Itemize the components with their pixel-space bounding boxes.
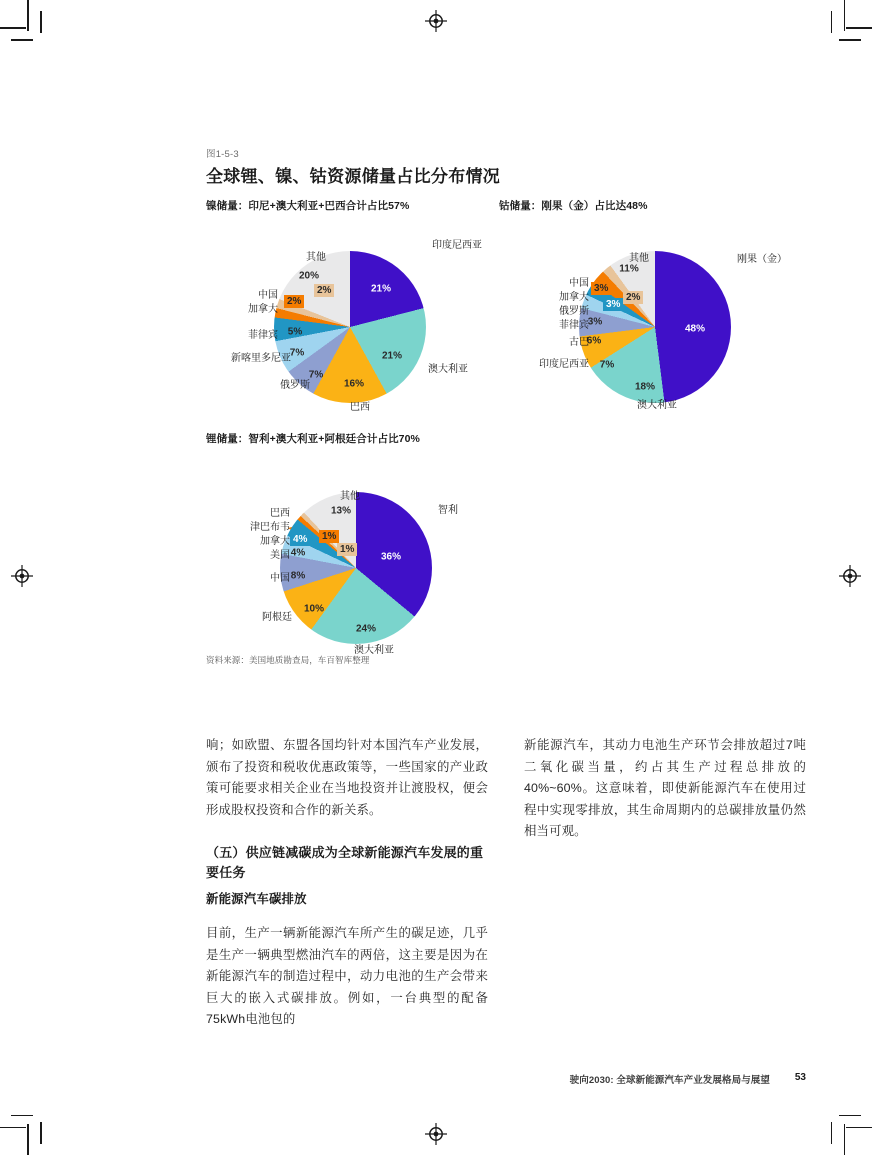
- left-paragraph-2: 目前，生产一辆新能源汽车所产生的碳足迹，几乎是生产一辆典型燃油汽车的两倍，这主要是因为在新能源汽车的制造过程中，动力电池的生产会带来巨大的嵌入式碳排放。例如，一台典型的配备75kWh电池包的: [206, 926, 488, 1026]
- chart-cobalt-canvas: [499, 219, 799, 409]
- cobalt-label-russia: 俄罗斯: [559, 306, 589, 317]
- cobalt-label-congo: 刚果（金）: [737, 254, 787, 265]
- section-subheading: 新能源汽车碳排放: [206, 892, 307, 906]
- chart-lithium-title: 锂储量：智利+澳大利亚+阿根廷合计占比70%: [206, 433, 420, 445]
- nickel-label-philippines: 菲律宾: [248, 330, 278, 341]
- section-heading: （五）供应链减碳成为全球新能源汽车发展的重要任务: [206, 845, 484, 880]
- nickel-label-china: 中国: [258, 290, 278, 301]
- lithium-label-brazil: 巴西: [270, 508, 290, 519]
- crop-mark-tl-v: [27, 0, 29, 31]
- cobalt-value-canada: 3%: [591, 282, 611, 295]
- left-paragraph-1: 响；如欧盟、东盟各国均针对本国汽车产业发展，颁布了投资和税收优惠政策等，一些国家的产业政策可能要求相关企业在当地投资并让渡股权，便会形成股权投资和合作的新关系。: [206, 738, 488, 817]
- registration-mark-left: [11, 565, 33, 587]
- cobalt-value-congo: 48%: [684, 323, 706, 335]
- crop-mark-br-h: [846, 1127, 872, 1129]
- lithium-value-china: 8%: [290, 570, 306, 582]
- lithium-value-zimbabwe: 1%: [319, 530, 339, 543]
- page-footer: [206, 1072, 806, 1088]
- crop-mark-tr-h2: [839, 39, 861, 41]
- nickel-value-philippines: 5%: [287, 326, 303, 338]
- lithium-value-australia: 24%: [355, 623, 377, 635]
- lithium-label-china: 中国: [270, 573, 290, 584]
- lithium-label-zimbabwe: 津巴布韦: [250, 522, 290, 533]
- lithium-pie: [280, 492, 432, 644]
- nickel-value-brazil: 16%: [343, 378, 365, 390]
- nickel-value-indonesia: 21%: [370, 283, 392, 295]
- lithium-label-argentina: 阿根廷: [262, 612, 292, 623]
- crop-mark-bl-h2: [11, 1115, 33, 1117]
- nickel-label-russia: 俄罗斯: [280, 380, 310, 391]
- crop-mark-br-v2: [831, 1122, 833, 1144]
- lithium-label-others: 其他: [340, 491, 360, 502]
- cobalt-label-china: 中国: [569, 278, 589, 289]
- page-number: 53: [794, 1072, 806, 1083]
- crop-mark-bl-v: [27, 1124, 29, 1155]
- cobalt-value-australia: 18%: [634, 381, 656, 393]
- registration-mark-bottom: [425, 1123, 447, 1145]
- lithium-value-argentina: 10%: [303, 603, 325, 615]
- crop-mark-tr-v2: [831, 11, 833, 33]
- nickel-label-others: 其他: [306, 252, 326, 263]
- footer-title: 驶向2030: 全球新能源汽车产业发展格局与展望: [569, 1075, 770, 1086]
- nickel-value-others: 20%: [298, 270, 320, 282]
- chart-nickel-title: 镍储量：印尼+澳大利亚+巴西合计占比57%: [206, 200, 410, 212]
- cobalt-value-china: 2%: [623, 291, 643, 304]
- figure-number: 图1-5-3: [206, 149, 239, 160]
- nickel-value-canada: 2%: [284, 295, 304, 308]
- crop-mark-tl-h2: [11, 39, 33, 41]
- cobalt-label-australia: 澳大利亚: [637, 400, 677, 411]
- nickel-label-brazil: 巴西: [350, 402, 370, 413]
- chart-nickel-canvas: [206, 219, 496, 413]
- crop-mark-tr-v: [844, 0, 846, 31]
- cobalt-label-philippines: 菲律宾: [559, 320, 589, 331]
- nickel-label-indonesia: 印度尼西亚: [432, 240, 482, 251]
- nickel-value-russia: 7%: [308, 369, 324, 381]
- chart-lithium-canvas: [206, 454, 506, 656]
- crop-mark-br-v: [844, 1124, 846, 1155]
- cobalt-value-philippines: 3%: [587, 316, 603, 328]
- crop-mark-tr-h: [846, 27, 872, 29]
- lithium-value-canada: 4%: [290, 533, 310, 546]
- cobalt-value-cuba: 6%: [586, 335, 602, 347]
- nickel-label-canada: 加拿大: [248, 304, 278, 315]
- crop-mark-bl-h: [0, 1127, 26, 1129]
- cobalt-label-others: 其他: [629, 253, 649, 264]
- charts-row-top: [206, 198, 806, 413]
- lithium-value-usa: 4%: [290, 547, 306, 559]
- column-left: [206, 735, 488, 1031]
- cobalt-value-russia: 3%: [603, 298, 623, 311]
- nickel-value-china: 2%: [314, 284, 334, 297]
- chart-nickel: [206, 198, 496, 413]
- crop-mark-tl-h: [0, 27, 26, 29]
- registration-mark-right: [839, 565, 861, 587]
- registration-mark-top: [425, 10, 447, 32]
- figure-block: [206, 148, 806, 665]
- lithium-value-brazil: 1%: [337, 543, 357, 556]
- cobalt-label-indonesia: 印度尼西亚: [539, 359, 589, 370]
- chart-cobalt-title: 钴储量：刚果（金）占比达48%: [499, 200, 648, 212]
- lithium-label-canada: 加拿大: [260, 536, 290, 547]
- lithium-label-usa: 美国: [270, 550, 290, 561]
- nickel-label-newcaledonia: 新喀里多尼亚: [231, 353, 291, 364]
- chart-cobalt: [499, 198, 799, 409]
- column-right: [524, 735, 806, 843]
- crop-mark-bl-v2: [40, 1122, 42, 1144]
- chart-lithium: [206, 431, 506, 666]
- crop-mark-tl-v2: [40, 11, 42, 33]
- lithium-label-australia: 澳大利亚: [354, 645, 394, 656]
- cobalt-label-canada: 加拿大: [559, 292, 589, 303]
- lithium-label-chile: 智利: [438, 505, 458, 516]
- nickel-value-newcaledonia: 7%: [289, 347, 305, 359]
- right-paragraph-1: 新能源汽车，其动力电池生产环节会排放超过7吨二氧化碳当量，约占其生产过程总排放的40%~60%。这意味着，即使新能源汽车在使用过程中实现零排放，其生命周期内的总碳排放量仍然相当可观。: [524, 738, 806, 838]
- nickel-label-australia: 澳大利亚: [428, 364, 468, 375]
- lithium-value-chile: 36%: [380, 551, 402, 563]
- cobalt-label-cuba: 古巴: [569, 337, 589, 348]
- cobalt-value-indonesia: 7%: [599, 359, 615, 371]
- figure-source: 资料来源：美国地质勘查局，车百智库整理: [206, 655, 370, 665]
- lithium-value-others: 13%: [330, 505, 352, 517]
- cobalt-value-others: 11%: [619, 263, 639, 275]
- crop-mark-br-h2: [839, 1115, 861, 1117]
- nickel-value-australia: 21%: [381, 350, 403, 362]
- figure-title: 全球锂、镍、钴资源储量占比分布情况: [206, 167, 501, 186]
